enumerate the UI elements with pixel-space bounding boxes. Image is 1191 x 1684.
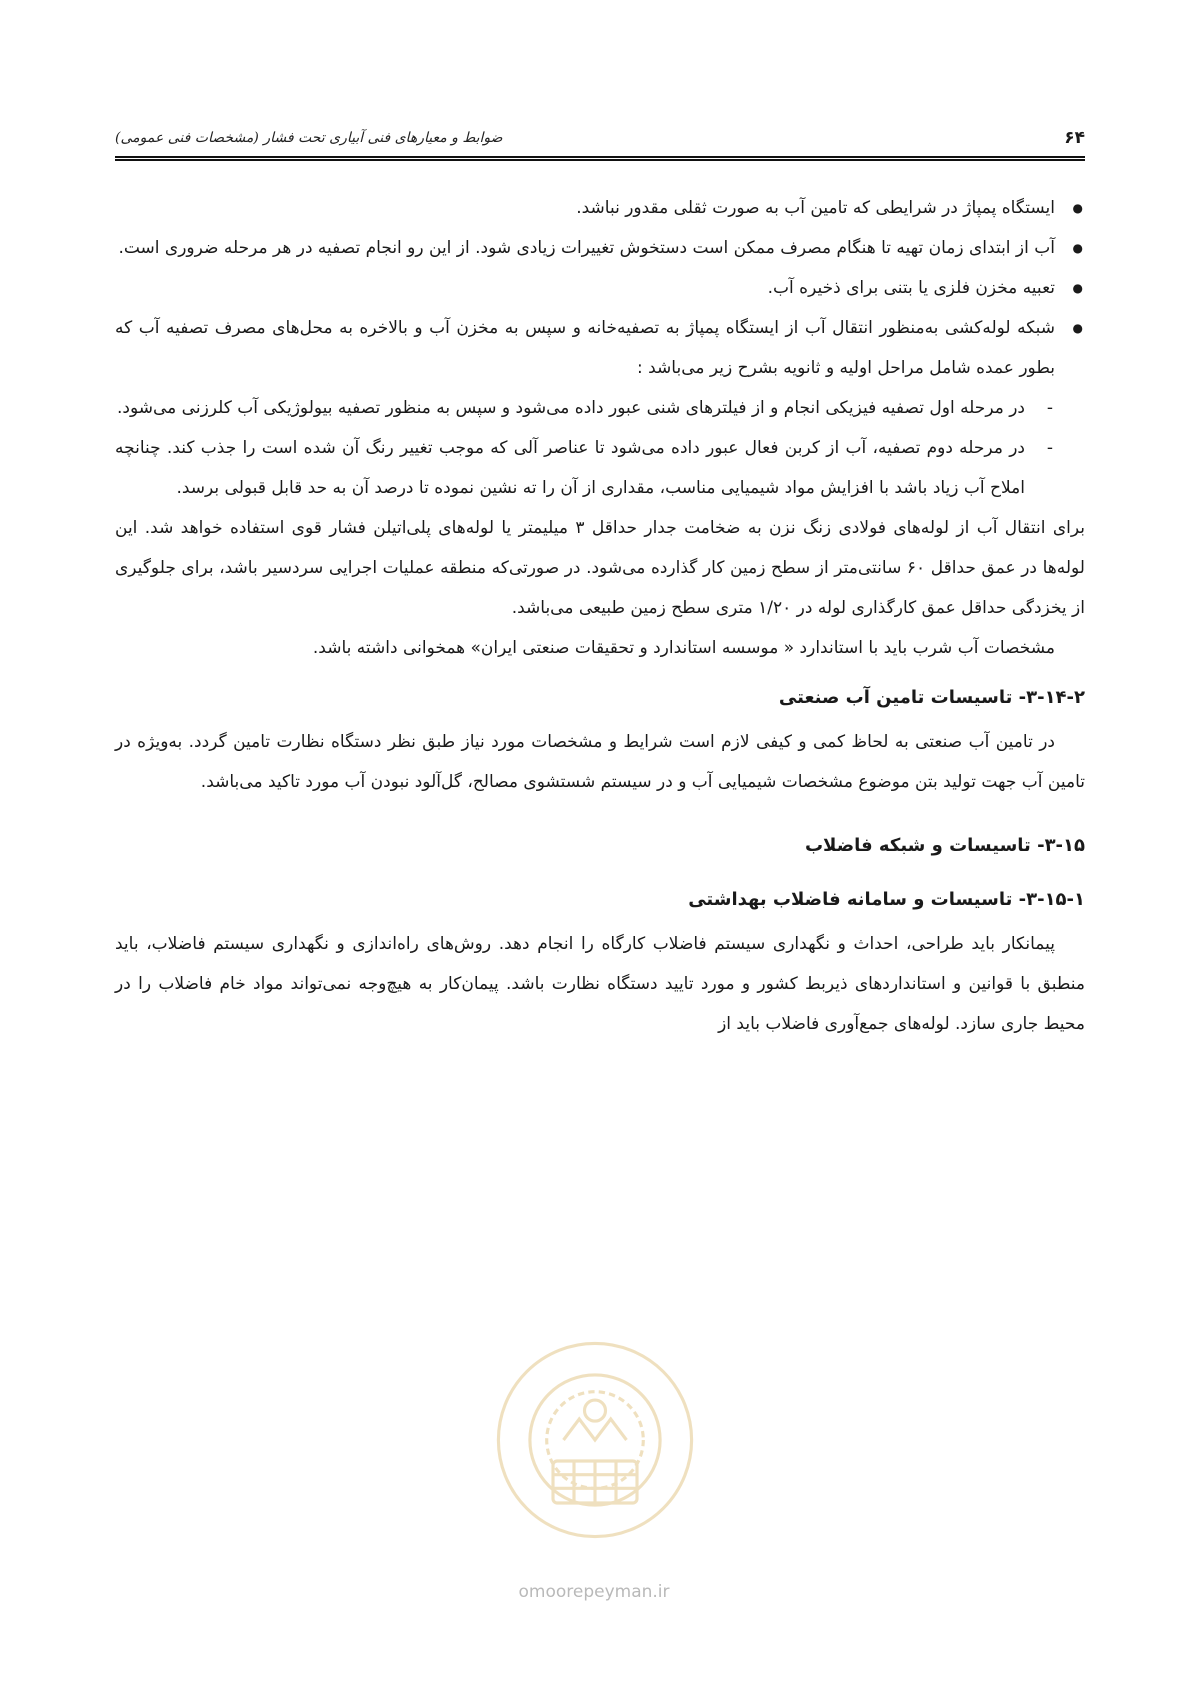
watermark-seal-icon [490, 1335, 700, 1545]
body-paragraph-pipes: برای انتقال آب از لوله‌های فولادی زنگ نزن به ضخامت جدار حداقل ۳ میلیمتر یا لوله‌های پلی‌اتیلن فشار قوی استفاده خواهد شد. این لوله‌ها در عمق حداقل ۶۰ سانتی‌متر از سطح زمین کار گذارده می‌شود. در صورتی‌که منطقه عملیات اجرایی سردسیر باشد، برای جلوگیری از یخزدگی حداقل عمق کارگذاری لوله در ۱/۲۰ متری سطح زمین طبیعی می‌باشد. [115, 518, 1085, 618]
body-paragraph-standard: مشخصات آب شرب باید با استاندارد « موسسه استاندارد و تحقیقات صنعتی ایران» همخوانی داشته باشد. [312, 638, 1055, 658]
page-number: ۶۴ [1064, 128, 1085, 148]
section-heading-sewage: ۳-۱۵- تاسیسات و شبکه فاضلاب [804, 835, 1085, 856]
section-heading-industrial-water: ۳-۱۴-۲- تاسیسات تامین آب صنعتی [778, 687, 1085, 708]
running-header-title: ضوابط و معیارهای فنی آبیاری تحت فشار (مشخصات فنی عمومی) [115, 130, 503, 146]
watermark-caption: omoorepeyman.ir [518, 1582, 670, 1602]
dash-list-item: - در مرحله دوم تصفیه، آب از کربن فعال عبور داده می‌شود تا عناصر آلی که موجب تغییر رنگ آن شده است را جذب کند. چنانچه املاح آب زیاد باشد با افزایش مواد شیمیایی مناسب، مقداری از آن را ته نشین نموده تا درصد آن به حد قابل قبولی برسد. [115, 428, 1085, 508]
page-header [115, 128, 1085, 154]
bullet-item: ● شبکه لوله‌کشی به‌منظور انتقال آب از ایستگاه پمپاژ به تصفیه‌خانه و سپس به مخزن آب و بالاخره به محل‌های مصرف تصفیه آب که بطور عمده شامل مراحل اولیه و ثانویه بشرح زیر می‌باشد : [115, 308, 1085, 388]
header-double-rule [115, 156, 1085, 161]
section-heading-sanitary-sewage: ۳-۱۵-۱- تاسیسات و سامانه فاضلاب بهداشتی [688, 889, 1085, 910]
page-body [115, 188, 1085, 1044]
dash-list-item: - در مرحله اول تصفیه فیزیکی انجام و از فیلترهای شنی عبور داده می‌شود و سپس به منظور تصفیه بیولوژیکی آب کلرزنی می‌شود. [115, 388, 1085, 428]
body-paragraph-industrial-water: در تامین آب صنعتی به لحاظ کمی و کیفی لازم است شرایط و مشخصات مورد نیاز طبق نظر دستگاه نظارت تامین گردد. به‌ویژه در تامین آب جهت تولید بتن موضوع مشخصات شیمیایی آب و در سیستم شستشوی مصالح، گل‌آلود نبودن آب مورد تاکید می‌باشد. [115, 732, 1085, 792]
body-paragraph-sanitary-sewage: پیمانکار باید طراحی، احداث و نگهداری سیستم فاضلاب کارگاه را انجام دهد. روش‌های راه‌اندازی و نگهداری سیستم فاضلاب، باید منطبق با قوانین و استانداردهای ذیربط کشور و مورد تایید دستگاه نظارت باشد. پیمان‌کار به هیچ‌وجه نمی‌تواند مواد خام فاضلاب را در محیط جاری سازد. لوله‌های جمع‌آوری فاضلاب باید از [115, 934, 1085, 1034]
bullet-item: ● آب از ابتدای زمان تهیه تا هنگام مصرف ممکن است دستخوش تغییرات زیادی شود. از این رو انجام تصفیه در هر مرحله ضروری است. [115, 228, 1085, 268]
bullet-item: ● ایستگاه پمپاژ در شرایطی که تامین آب به صورت ثقلی مقدور نباشد. [115, 188, 1085, 228]
bullet-item: ● تعبیه مخزن فلزی یا بتنی برای ذخیره آب. [115, 268, 1085, 308]
